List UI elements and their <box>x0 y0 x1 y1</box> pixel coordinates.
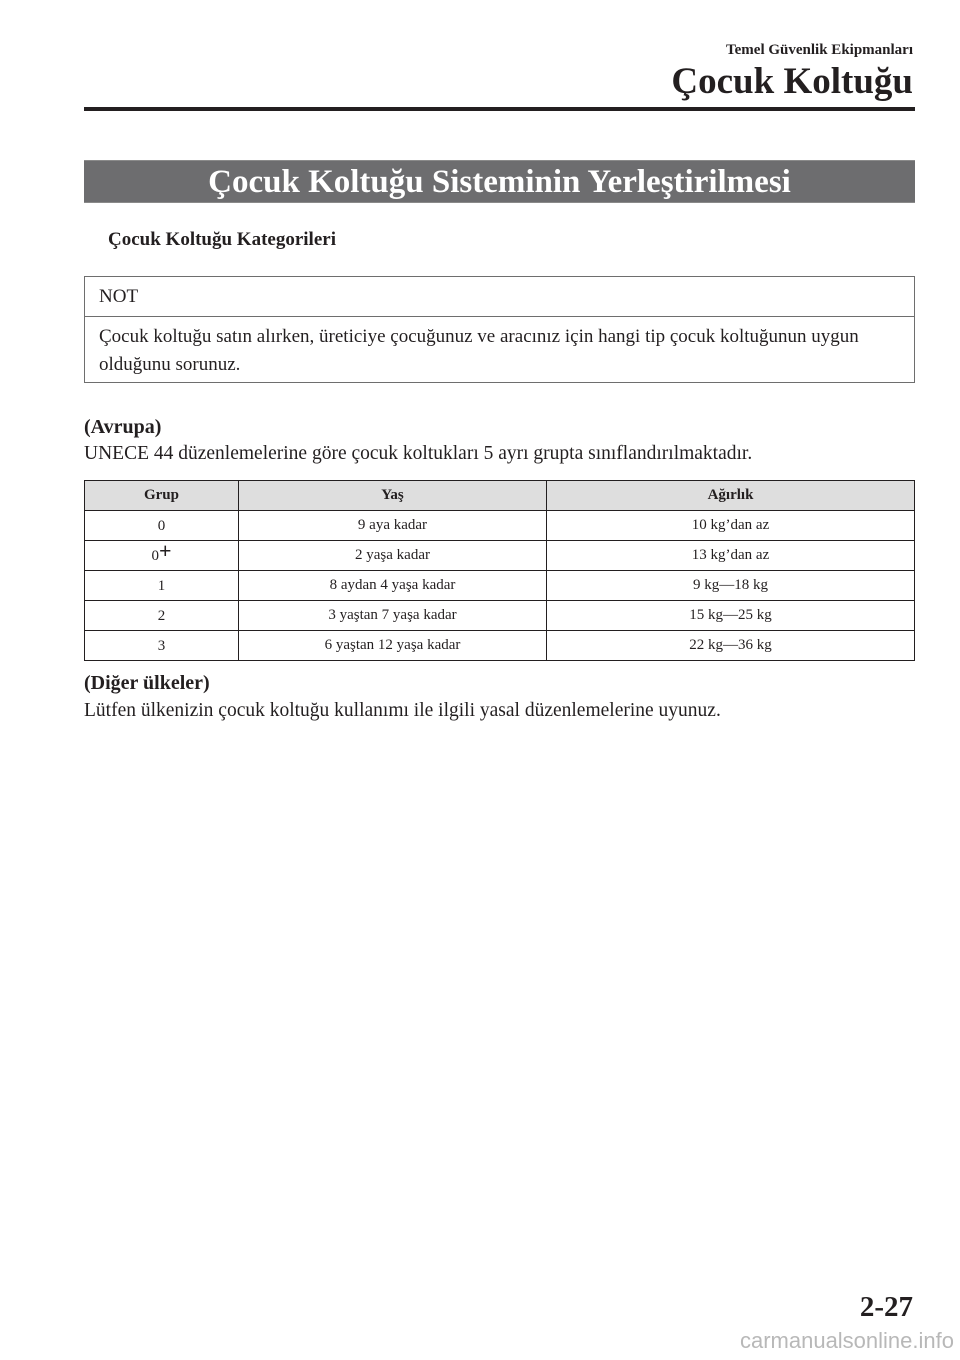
cell-group <box>85 631 239 661</box>
cell-weight: 22 kg—36 kg <box>547 631 915 661</box>
europe-title: (Avrupa) <box>84 416 162 438</box>
subheading: Çocuk Koltuğu Kategorileri <box>108 229 336 250</box>
header-weight: Ağırlık <box>547 481 915 511</box>
cell-age: 8 aydan 4 yaşa kadar <box>239 571 547 601</box>
cell-group <box>85 601 239 631</box>
group-value: 3 <box>157 638 166 654</box>
note-text: Çocuk koltuğu satın alırken, üreticiye çocuğunuz ve aracınız için hangi tip çocuk koltuğunun uygun olduğunu sorunuz. <box>99 326 859 375</box>
table-row <box>85 631 915 661</box>
other-countries-text: Lütfen ülkenizin çocuk koltuğu kullanımı ile ilgili yasal düzenlemelerine uyunuz. <box>84 700 721 721</box>
group-value: 2 <box>157 608 166 624</box>
running-header-chapter: Çocuk Koltuğu <box>671 61 913 102</box>
group-value: 0 <box>151 548 159 564</box>
header-rule <box>84 107 915 111</box>
header-age: Yaş <box>239 481 547 511</box>
cell-weight: 15 kg—25 kg <box>547 601 915 631</box>
note-box <box>84 276 915 383</box>
page-number: 2-27 <box>859 1291 913 1323</box>
cell-weight: 13 kg’dan az <box>547 541 915 571</box>
section-banner: Çocuk Koltuğu Sisteminin Yerleştirilmesi <box>84 160 915 203</box>
cell-weight: 10 kg’dan az <box>547 511 915 541</box>
child-seat-groups-table <box>84 480 915 661</box>
cell-age: 6 yaştan 12 yaşa kadar <box>239 631 547 661</box>
table-header-row <box>85 481 915 511</box>
cell-age: 2 yaşa kadar <box>239 541 547 571</box>
cell-weight: 9 kg—18 kg <box>547 571 915 601</box>
group-value: 1 <box>157 578 166 594</box>
cell-group <box>85 571 239 601</box>
cell-group <box>85 538 239 571</box>
europe-text: UNECE 44 düzenlemelerine göre çocuk koltukları 5 ayrı grupta sınıflandırılmaktadır. <box>84 443 753 464</box>
cell-age: 9 aya kadar <box>239 511 547 541</box>
table-row <box>85 571 915 601</box>
plus-icon: + <box>158 538 172 563</box>
table-row <box>85 541 915 571</box>
header-group: Grup <box>85 481 239 511</box>
cell-age: 3 yaştan 7 yaşa kadar <box>239 601 547 631</box>
running-header-section: Temel Güvenlik Ekipmanları <box>726 42 913 58</box>
cell-group <box>85 511 239 541</box>
table-row <box>85 511 915 541</box>
other-countries-title: (Diğer ülkeler) <box>84 672 210 694</box>
table-row <box>85 601 915 631</box>
watermark[interactable]: carmanualsonline.info <box>739 1328 954 1353</box>
group-value: 0 <box>157 518 166 534</box>
note-title: NOT <box>85 277 914 317</box>
